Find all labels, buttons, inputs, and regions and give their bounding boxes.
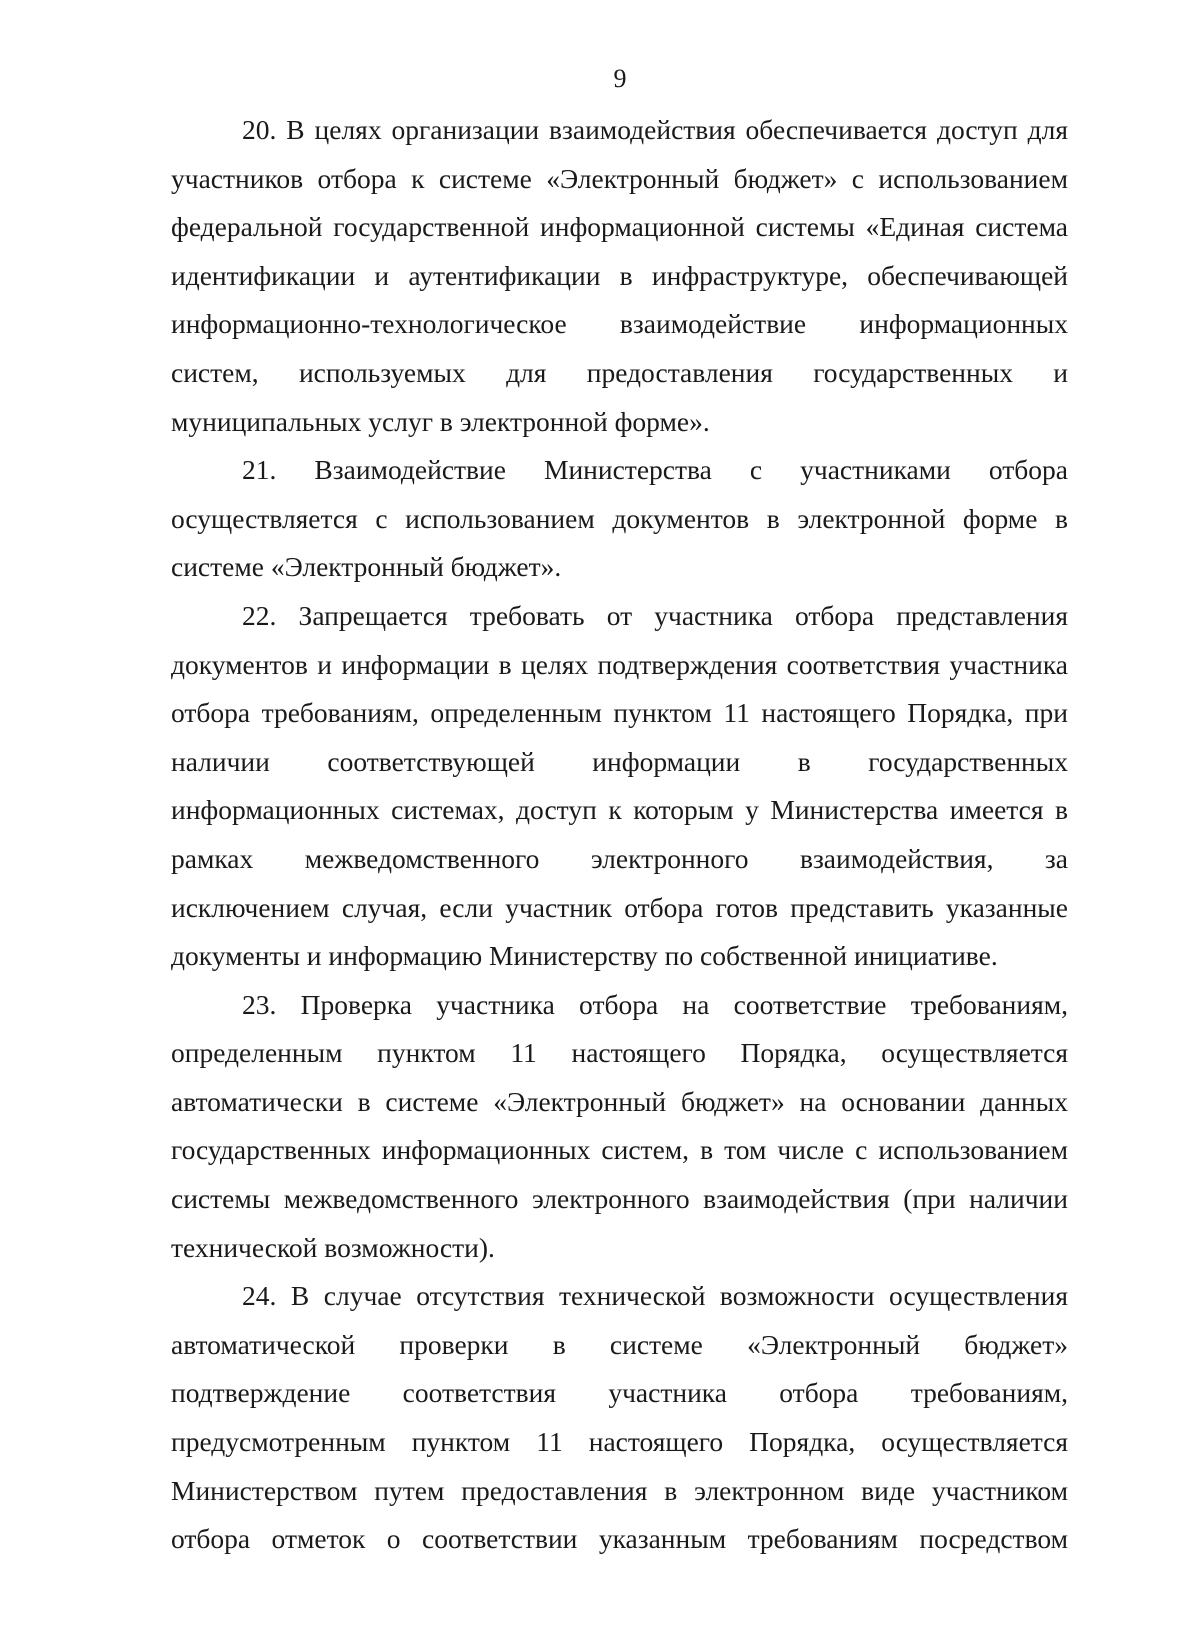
text-line: 24. В случае отсутствия технической возможности осуществления bbox=[242, 1280, 1068, 1312]
text-line: 22. Запрещается требовать от участника отбора представления bbox=[242, 599, 1068, 631]
document-body bbox=[171, 106, 1068, 1564]
text-line: отбора требованиям, определенным пунктом 11 настоящего Порядка, при bbox=[171, 697, 1068, 729]
text-line: осуществляется с использованием документов в электронной форме в bbox=[171, 502, 1068, 534]
text-line: отбора отметок о соответствии указанным требованиям посредством bbox=[171, 1523, 1068, 1555]
text-line: федеральной государственной информационной системы «Единая система bbox=[171, 211, 1068, 243]
text-line: автоматической проверки в системе «Электронный бюджет» bbox=[171, 1328, 1068, 1360]
text-line: исключением случая, если участник отбора готов представить указанные bbox=[171, 891, 1068, 923]
paragraph-22 bbox=[171, 592, 1068, 981]
text-line: документов и информации в целях подтверждения соответствия участника bbox=[171, 648, 1068, 680]
text-line: документы и информацию Министерству по собственной инициативе. bbox=[171, 940, 998, 972]
text-line: системы межведомственного электронного взаимодействия (при наличии bbox=[171, 1183, 1068, 1215]
text-line: 23. Проверка участника отбора на соответствие требованиям, bbox=[242, 988, 1068, 1020]
text-line: определенным пунктом 11 настоящего Порядка, осуществляется bbox=[171, 1037, 1068, 1069]
text-line: рамках межведомственного электронного взаимодействия, за bbox=[171, 842, 1068, 874]
text-line: идентификации и аутентификации в инфраструктуре, обеспечивающей bbox=[171, 259, 1068, 291]
text-line: информационно-технологическое взаимодействие информационных bbox=[171, 308, 1068, 340]
paragraph-24 bbox=[171, 1272, 1068, 1564]
text-line: автоматически в системе «Электронный бюджет» на основании данных bbox=[171, 1085, 1068, 1117]
paragraph-21 bbox=[171, 446, 1068, 592]
page-number: 9 bbox=[613, 64, 627, 93]
text-line: муниципальных услуг в электронной форме». bbox=[171, 405, 710, 437]
text-line: технической возможности). bbox=[171, 1231, 495, 1263]
text-line: предусмотренным пунктом 11 настоящего Порядка, осуществляется bbox=[171, 1426, 1068, 1458]
text-line: систем, используемых для предоставления государственных и bbox=[171, 356, 1068, 388]
text-line: 20. В целях организации взаимодействия обеспечивается доступ для bbox=[242, 114, 1068, 145]
text-line: подтверждение соответствия участника отбора требованиям, bbox=[171, 1377, 1068, 1409]
text-line: системе «Электронный бюджет». bbox=[171, 551, 562, 583]
text-line: наличии соответствующей информации в государственных bbox=[171, 745, 1068, 777]
text-line: участников отбора к системе «Электронный бюджет» с использованием bbox=[171, 162, 1068, 194]
text-line: информационных системах, доступ к которым у Министерства имеется в bbox=[171, 794, 1068, 826]
text-line: государственных информационных систем, в том числе с использованием bbox=[171, 1134, 1068, 1166]
text-line: Министерством путем предоставления в электронном виде участником bbox=[171, 1474, 1068, 1506]
paragraph-23 bbox=[171, 981, 1068, 1273]
text-line: 21. Взаимодействие Министерства с участниками отбора bbox=[242, 454, 1068, 486]
paragraph-20 bbox=[171, 106, 1068, 446]
